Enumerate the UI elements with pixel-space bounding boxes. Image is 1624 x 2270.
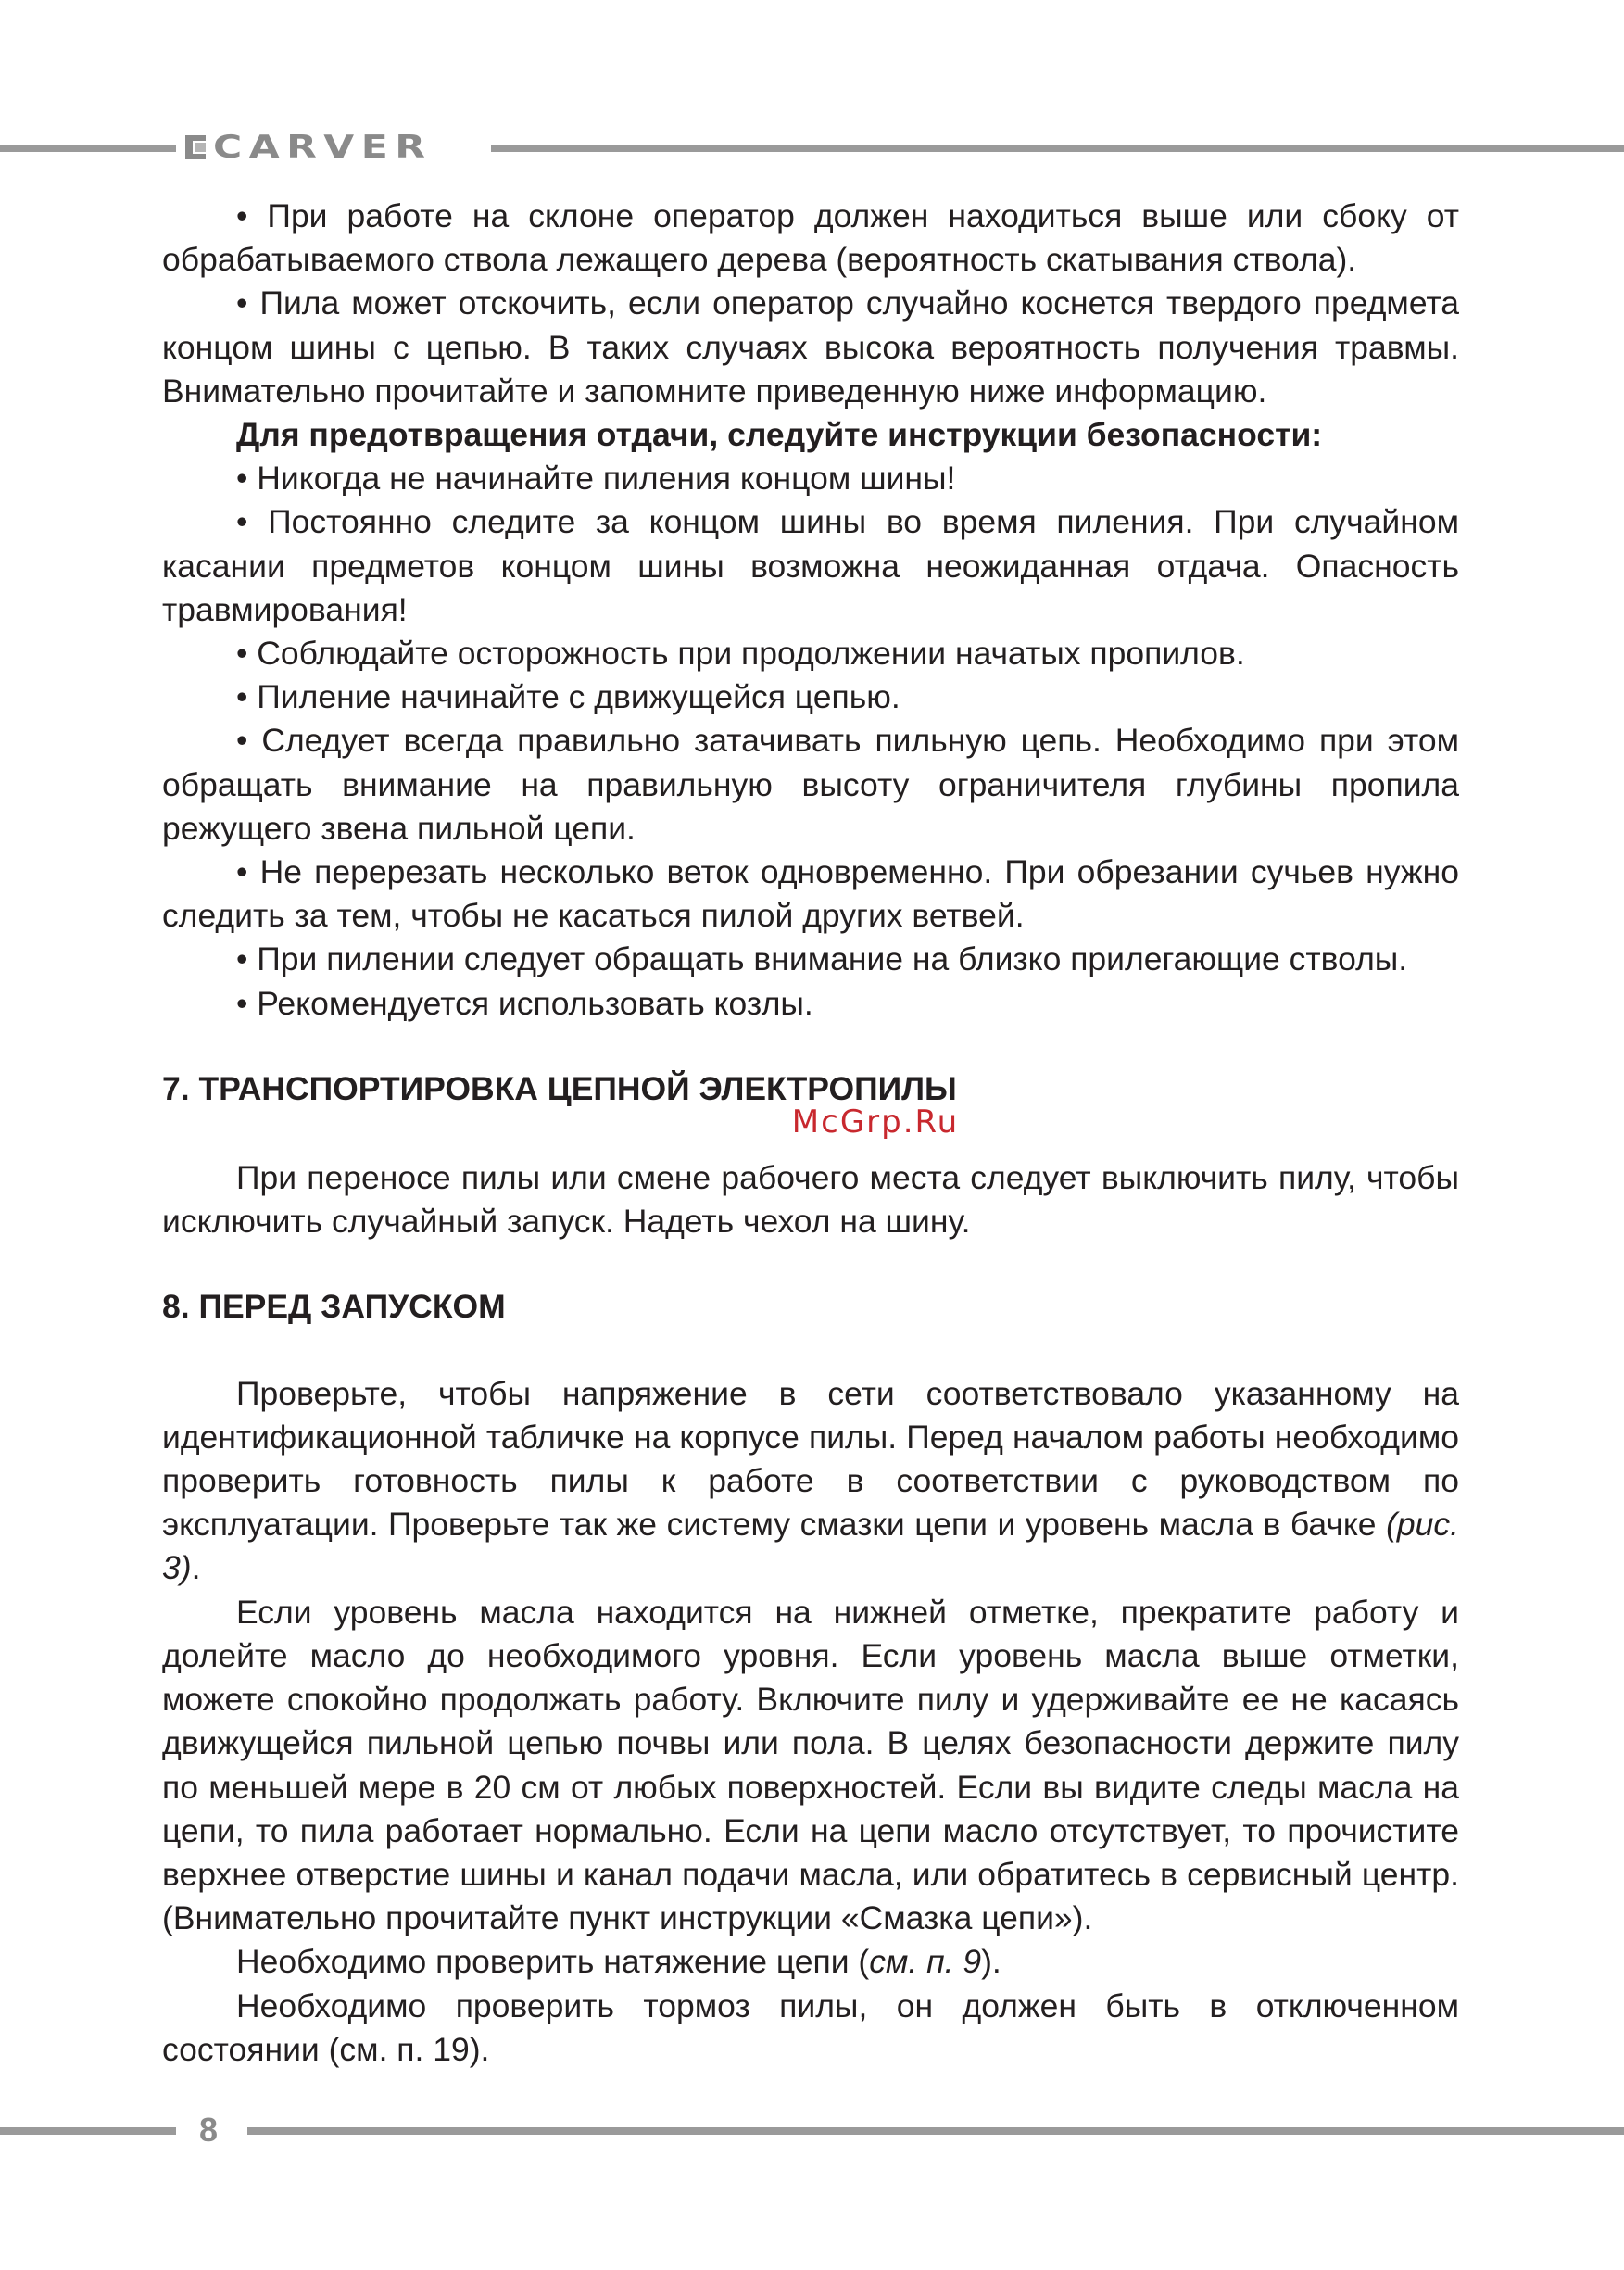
figure-reference: (рис. 3) — [162, 1506, 1459, 1587]
bullet-item: • Следует всегда правильно затачивать пильную цепь. Необходимо при этом обращать внимание на правильную высоту ограничителя глубины пропила режущего звена пильной цепи. — [162, 722, 1459, 847]
paragraph-end: ). — [981, 1943, 1001, 1981]
section-reference: см. п. 9 — [869, 1943, 982, 1981]
section-7-text: При переносе пилы или смене рабочего места следует выключить пилу, чтобы исключить случайный запуск. Надеть чехол на шину. — [162, 1159, 1459, 1241]
brand-name: CARVER — [213, 129, 433, 166]
brand-mark-icon — [185, 135, 206, 159]
paragraph: • Пила может отскочить, если оператор случайно коснется твердого предмета концом шины с цепью. В таких случаях высока вероятность получения травмы. Внимательно прочитайте и запомните приведенную ниже информацию. — [162, 284, 1459, 410]
bullet-item: • Рекомендуется использовать козлы. — [236, 984, 813, 1022]
section-8-paragraph-3 — [162, 1940, 1459, 1984]
bullet-item: • При пилении следует обращать внимание на близко прилегающие стволы. — [236, 940, 1408, 978]
section-7-heading: 7. ТРАНСПОРТИРОВКА ЦЕПНОЙ ЭЛЕКТРОПИЛЫ — [162, 1069, 957, 1107]
bullet-item: • Никогда не начинайте пиления концом шины! — [236, 460, 956, 498]
paragraph-text: Необходимо проверить натяжение цепи ( — [236, 1943, 870, 1981]
section-8-paragraph-1 — [162, 1372, 1459, 1591]
footer-rule-left — [0, 2127, 176, 2135]
paragraph-end: . — [191, 1549, 201, 1587]
paragraph: • При работе на склоне оператор должен находиться выше или сбоку от обрабатываемого ствола лежащего дерева (вероятность скатывания ствола). — [162, 197, 1459, 279]
section-8-heading: 8. ПЕРЕД ЗАПУСКОМ — [162, 1288, 506, 1326]
bullet-item: • Соблюдайте осторожность при продолжении начатых пропилов. — [236, 635, 1245, 673]
bullet-item: • Не перерезать несколько веток одновременно. При обрезании сучьев нужно следить за тем, чтобы не касаться пилой других ветвей. — [162, 853, 1459, 935]
page-number: 8 — [199, 2111, 219, 2149]
page-content — [162, 195, 1459, 2072]
footer-rule-right — [247, 2127, 1624, 2135]
bullet-item: • Пиление начинайте с движущейся цепью. — [236, 678, 900, 716]
section-8-paragraph-2: Если уровень масла находится на нижней отметке, прекратите работу и долейте масло до необходимого уровня. Если уровень масла выше отметки, можете спокойно продолжать работу. Включите пилу и удерживайте ее не касаясь движущейся пильной цепью почвы или пола. В целях безопасности держите пилу по меньшей мере в 20 см от любых поверхностей. Если вы видите следы масла на цепи, то пила работает нормально. Если на цепи масло отсутствует, то прочистите верхнее отверстие шины и канал подачи масла, или обратитесь в сервисный центр. (Внимательно прочитайте пункт инструкции «Смазка цепи»). — [162, 1593, 1459, 1937]
bullet-item: • Постоянно следите за концом шины во время пиления. При случайном касании предметов концом шины возможна неожиданная отдача. Опасность травмирования! — [162, 503, 1459, 628]
section-8-paragraph-4: Необходимо проверить тормоз пилы, он должен быть в отключенном состоянии (см. п. 19). — [162, 1986, 1459, 2068]
safety-subheading: Для предотвращения отдачи, следуйте инструкции безопасности: — [236, 416, 1323, 454]
header-rule-left — [0, 145, 176, 152]
watermark-text: McGrp.Ru — [791, 1103, 960, 1141]
paragraph-text: Проверьте, чтобы напряжение в сети соответствовало указанному на идентификационной табличке на корпусе пилы. Перед началом работы необходимо проверить готовность пилы к работе в соответствии с руководством по эксплуатации. Проверьте так же систему смазки цепи и уровень масла в бачке — [162, 1374, 1459, 1544]
header-rule-right — [491, 145, 1624, 152]
brand-logo — [185, 129, 433, 166]
